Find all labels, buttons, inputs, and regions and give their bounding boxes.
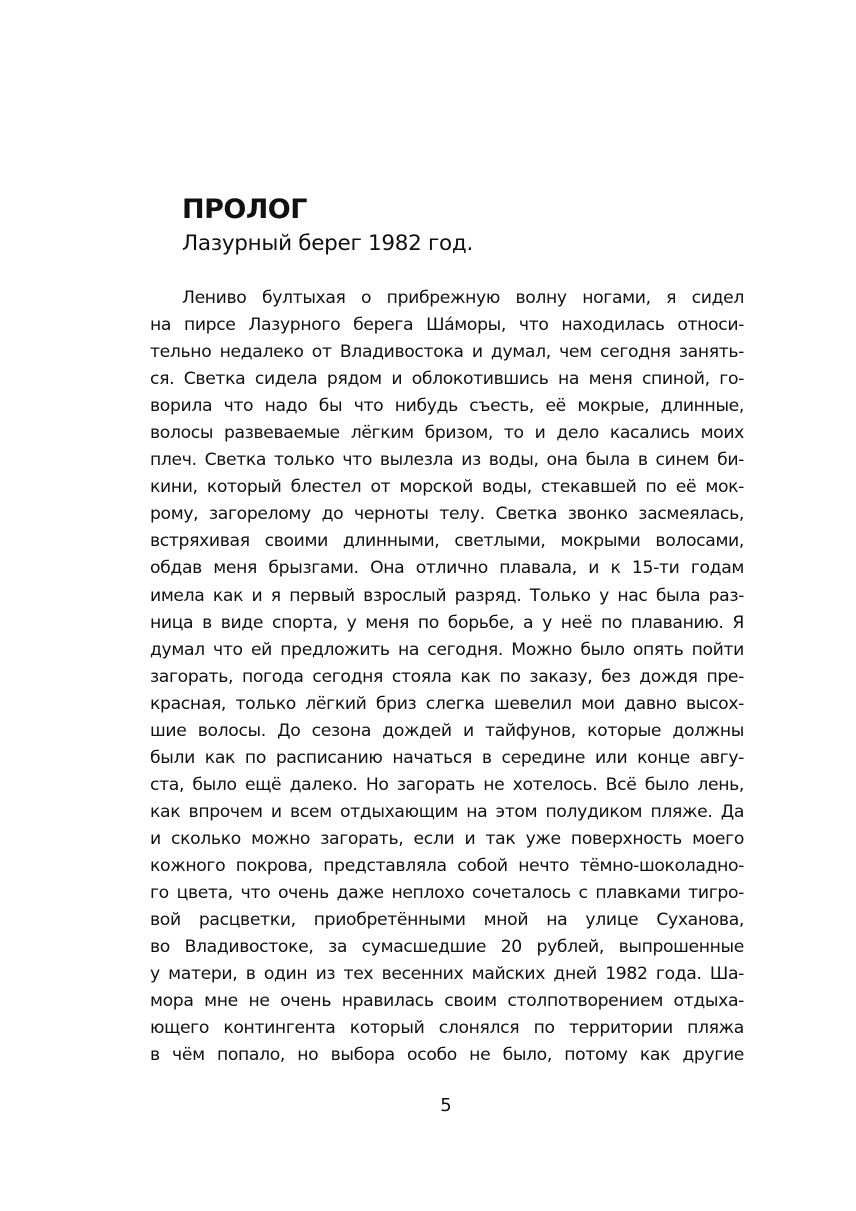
text-line: вой расцветки, приобретёнными мной на улице Суханова, <box>150 910 744 931</box>
text-line: красная, только лёгкий бриз слегка шевелил мои давно высох- <box>150 693 744 714</box>
text-line: как впрочем и всем отдыхающим на этом полудиком пляже. Да <box>150 801 744 822</box>
text-line: во Владивостоке, за сумасшедшие 20 рублей, выпрошенные <box>150 937 744 958</box>
text-line: были как по расписанию начаться в середине или конце авгу- <box>150 747 744 768</box>
text-line: мора мне не очень нравилась своим столпотворением отдыха- <box>150 991 744 1012</box>
text-line: шие волосы. До сезона дождей и тайфунов, которые должны <box>150 720 744 741</box>
text-line: кини, который блестел от морской воды, стекавшей по её мок- <box>150 477 744 498</box>
text-line: обдав меня брызгами. Она отлично плавала, и к 15-ти годам <box>150 558 744 579</box>
chapter-title: ПРОЛОГ <box>182 194 307 225</box>
page-number: 5 <box>440 1095 452 1116</box>
chapter-subtitle: Лазурный берег 1982 год. <box>182 231 473 256</box>
text-line: загорать, погода сегодня стояла как по заказу, без дождя пре- <box>150 666 744 687</box>
text-line: рому, загорелому до черноты телу. Светка звонко засмеялась, <box>150 504 744 525</box>
text-line: думал что ей предложить на сегодня. Можно было опять пойти <box>150 639 744 660</box>
text-line: ся. Светка сидела рядом и облокотившись на меня спиной, го- <box>150 369 744 390</box>
text-line: тельно недалеко от Владивостока и думал, чем сегодня занять- <box>150 342 744 363</box>
text-line: ница в виде спорта, у меня по борьбе, а у неё по плаванию. Я <box>150 612 744 633</box>
text-line: имела как и я первый взрослый разряд. Только у нас была раз- <box>150 585 744 606</box>
text-line: ворила что надо бы что нибудь съесть, её мокрые, длинные, <box>150 396 744 417</box>
text-line: плеч. Светка только что вылезла из воды, она была в синем би- <box>150 450 744 471</box>
text-line: Лениво бултыхая о прибрежную волну ногами, я сидел <box>182 288 744 308</box>
text-line: и сколько можно загорать, если и так уже поверхность моего <box>150 828 744 849</box>
text-line: на пирсе Лазурного берега Ша́моры, что находилась относи- <box>150 315 744 336</box>
text-line: у матери, в один из тех весенних майских дней 1982 года. Ша- <box>150 964 744 985</box>
text-line: ющего контингента который слонялся по территории пляжа <box>150 1018 744 1039</box>
text-line: го цвета, что очень даже неплохо сочеталось с плавками тигро- <box>150 883 744 904</box>
text-line: кожного покрова, представляла собой нечто тёмно-шоколадно- <box>150 855 744 876</box>
text-line: в чём попало, но выбора особо не было, потому как другие <box>150 1045 744 1066</box>
text-line: волосы развеваемые лёгким бризом, то и дело касались моих <box>150 423 744 444</box>
body-paragraph <box>150 285 744 1069</box>
text-line: ста, было ещё далеко. Но загорать не хотелось. Всё было лень, <box>150 774 744 795</box>
text-line: встряхивая своими длинными, светлыми, мокрыми волосами, <box>150 531 744 552</box>
